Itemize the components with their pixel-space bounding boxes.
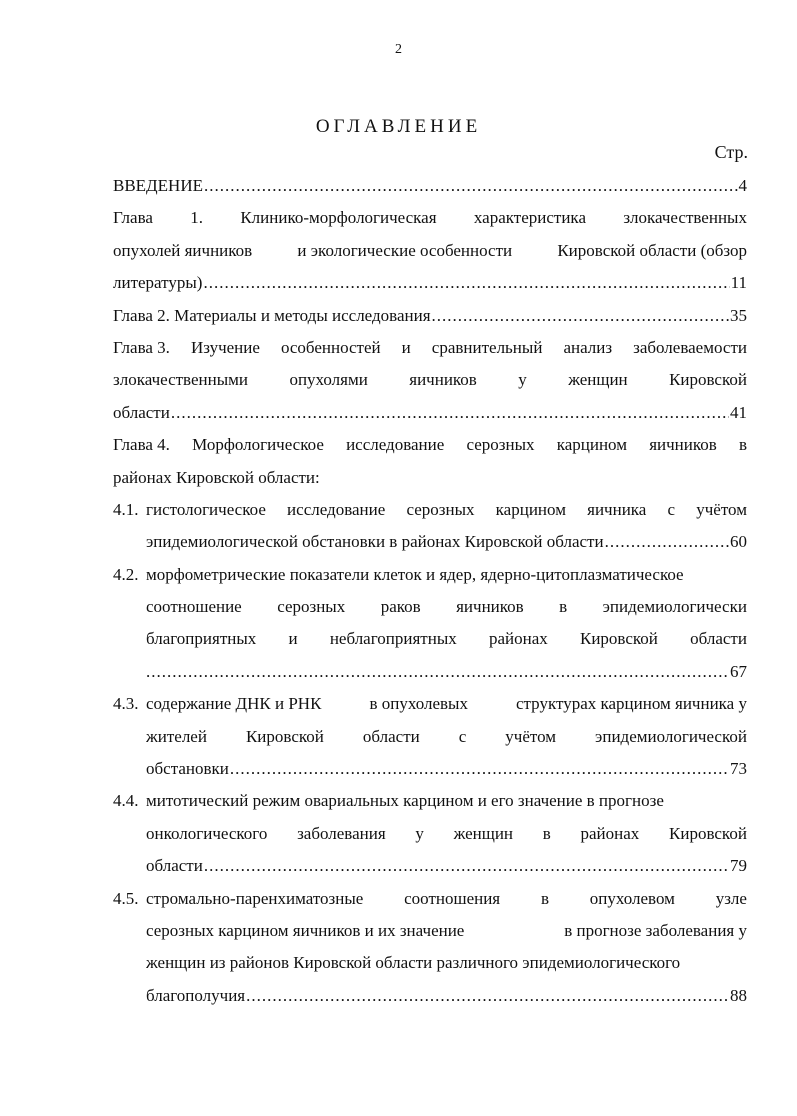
text-line (113, 429, 747, 461)
text-word: Глава (113, 208, 153, 228)
toc-entry-section-4-5[interactable] (113, 883, 747, 1013)
dot-leader (171, 397, 729, 429)
text-word: Кировской (669, 823, 747, 843)
text-word: Кировской (579, 629, 658, 649)
toc-entry-label: области (113, 402, 170, 422)
text-word: в опухолевых (369, 694, 468, 714)
text-word: области (362, 726, 420, 746)
text-word: гистологическое (146, 499, 266, 519)
text-word: узле (715, 888, 747, 908)
toc-entry-label: эпидемиологической обстановки в районах Кировской области (146, 532, 604, 552)
dot-leader (203, 267, 729, 299)
text-word: серозных (466, 435, 535, 455)
text-word: содержание ДНК и РНК (146, 694, 322, 714)
dot-leader (204, 170, 738, 202)
text-word: структурах карцином яичника у (516, 694, 747, 714)
toc-page-number: 88 (730, 985, 747, 1005)
dot-leader (146, 656, 729, 688)
text-line (146, 526, 747, 558)
text-word: учётом (505, 726, 557, 746)
section-number: 4.3. (113, 694, 139, 714)
toc-entry-section-4-2[interactable] (113, 559, 747, 689)
text-line (146, 947, 747, 979)
text-word: в (559, 597, 568, 617)
text-word: женщин (568, 370, 628, 390)
toc-entry-intro[interactable] (113, 170, 747, 202)
text-line (113, 332, 747, 364)
text-word: в прогнозе заболевания у (564, 920, 747, 940)
text-word: у (518, 370, 527, 390)
toc-entry-label: Глава 2. Материалы и методы исследования (113, 305, 431, 325)
text-word: женщин (453, 823, 514, 843)
text-word: карцином (495, 499, 566, 519)
text-word: районах (488, 629, 548, 649)
text-line (146, 559, 747, 591)
toc-entry-chapter-4[interactable] (113, 429, 747, 494)
toc-page-number: 60 (730, 532, 747, 552)
toc-page-number: 41 (730, 402, 747, 422)
text-word: области (690, 629, 747, 649)
text-word: серозных карцином яичников и их значение (146, 920, 465, 940)
text-word: в (540, 888, 549, 908)
toc-entry-label: области (146, 856, 203, 876)
dot-leader (605, 526, 729, 558)
page-number: 2 (395, 42, 402, 57)
text-line (146, 591, 747, 623)
toc-entry-section-4-1[interactable] (113, 494, 747, 559)
toc-entry-chapter-2[interactable] (113, 300, 747, 332)
text-word: яичников (649, 435, 717, 455)
text-word: и экологические особенности (297, 240, 513, 260)
toc-page-number: 67 (730, 661, 747, 681)
text-word: яичников (409, 370, 477, 390)
text-word: районах (580, 823, 640, 843)
text-word: стромально-паренхиматозные (146, 888, 364, 908)
text-word: с (458, 726, 467, 746)
text-word: у (415, 823, 424, 843)
text-word: особенностей (280, 337, 381, 357)
text-word: неблагоприятных (329, 629, 457, 649)
text-line (146, 721, 747, 753)
text-line (146, 494, 747, 526)
text-word: заболевания (297, 823, 386, 843)
text-line (113, 202, 747, 234)
text-word: Морфологическое (192, 435, 324, 455)
toc-entry-section-4-3[interactable] (113, 688, 747, 785)
text-word: Кировской (669, 370, 747, 390)
text-word: соотношения (404, 888, 501, 908)
text-word: женщин из районов Кировской области различного эпидемиологического (146, 953, 681, 973)
text-line (146, 785, 747, 817)
toc-entry-label: литературы) (113, 273, 203, 293)
text-line (113, 235, 747, 267)
section-number: 4.2. (113, 564, 139, 584)
text-line (113, 462, 747, 494)
text-word: митотический режим овариальных карцином и его значение в прогнозе (146, 791, 664, 811)
text-line (146, 850, 747, 882)
text-word: Глава 4. (113, 435, 170, 455)
text-line (146, 623, 747, 655)
text-word: в (542, 823, 551, 843)
text-word: и (401, 337, 411, 357)
text-word: онкологического (146, 823, 268, 843)
text-line (113, 397, 747, 429)
text-word: опухолевом (589, 888, 675, 908)
dot-leader (230, 753, 729, 785)
toc-page-number: 11 (730, 273, 747, 293)
text-word: Глава 3. (113, 337, 170, 357)
text-line (146, 688, 747, 720)
text-word: злокачественных (623, 208, 747, 228)
toc-page-number: 35 (730, 305, 747, 325)
text-word: сравнительный (431, 337, 543, 357)
text-word: исследование (346, 435, 445, 455)
text-word: яичников (456, 597, 524, 617)
page-column-label: Стр. (714, 142, 748, 162)
dot-leader (432, 300, 729, 332)
text-word: эпидемиологической (595, 726, 747, 746)
text-word: раков (380, 597, 421, 617)
text-line (146, 883, 747, 915)
text-word: и (288, 629, 298, 649)
text-word: морфометрические показатели клеток и ядер, ядерно-цитоплазматическое (146, 564, 684, 584)
text-word: Клинико-морфологическая (240, 208, 437, 228)
text-word: яичника (587, 499, 647, 519)
text-word: карцином (556, 435, 627, 455)
page-title: ОГЛАВЛЕНИЕ (315, 116, 482, 137)
text-word: серозных (277, 597, 346, 617)
text-word: опухолями (289, 370, 368, 390)
table-of-contents (113, 170, 747, 1012)
text-word: 1. (190, 208, 204, 228)
text-word: Кировской (245, 726, 324, 746)
text-line (146, 753, 747, 785)
text-line (113, 267, 747, 299)
text-word: в (738, 435, 747, 455)
toc-entry-label: обстановки (146, 759, 229, 779)
text-word: Изучение (190, 337, 260, 357)
toc-entry-label: районах Кировской области: (113, 467, 320, 487)
text-word: жителей (146, 726, 207, 746)
text-word: характеристика (473, 208, 586, 228)
text-word: учётом (696, 499, 747, 519)
section-number: 4.1. (113, 499, 139, 519)
text-word: с (667, 499, 676, 519)
toc-page-number: 73 (730, 759, 747, 779)
text-word: серозных (406, 499, 475, 519)
text-word: благоприятных (146, 629, 257, 649)
text-word: эпидемиологически (602, 597, 747, 617)
dot-leader (246, 980, 729, 1012)
dot-leader (204, 850, 729, 882)
text-line (146, 980, 747, 1012)
section-number: 4.4. (113, 791, 139, 811)
text-word: соотношение (146, 597, 242, 617)
toc-entry-section-4-4[interactable] (113, 785, 747, 882)
text-word: заболеваемости (633, 337, 747, 357)
toc-entry-label: благополучия (146, 985, 246, 1005)
text-word: опухолей яичников (113, 240, 253, 260)
text-line (113, 364, 747, 396)
text-line (146, 915, 747, 947)
text-word: Кировской области (обзор (557, 240, 747, 260)
toc-entry-chapter-3[interactable] (113, 332, 747, 429)
text-line (146, 818, 747, 850)
toc-entry-chapter-1[interactable] (113, 202, 747, 299)
toc-page-number: 79 (730, 856, 747, 876)
toc-entry-label: ВВЕДЕНИЕ (113, 176, 203, 195)
section-number: 4.5. (113, 888, 139, 908)
text-word: исследование (287, 499, 386, 519)
text-word: злокачественными (113, 370, 249, 390)
text-line (146, 656, 747, 688)
text-word: анализ (563, 337, 613, 357)
toc-page-number: 4 (738, 176, 747, 195)
